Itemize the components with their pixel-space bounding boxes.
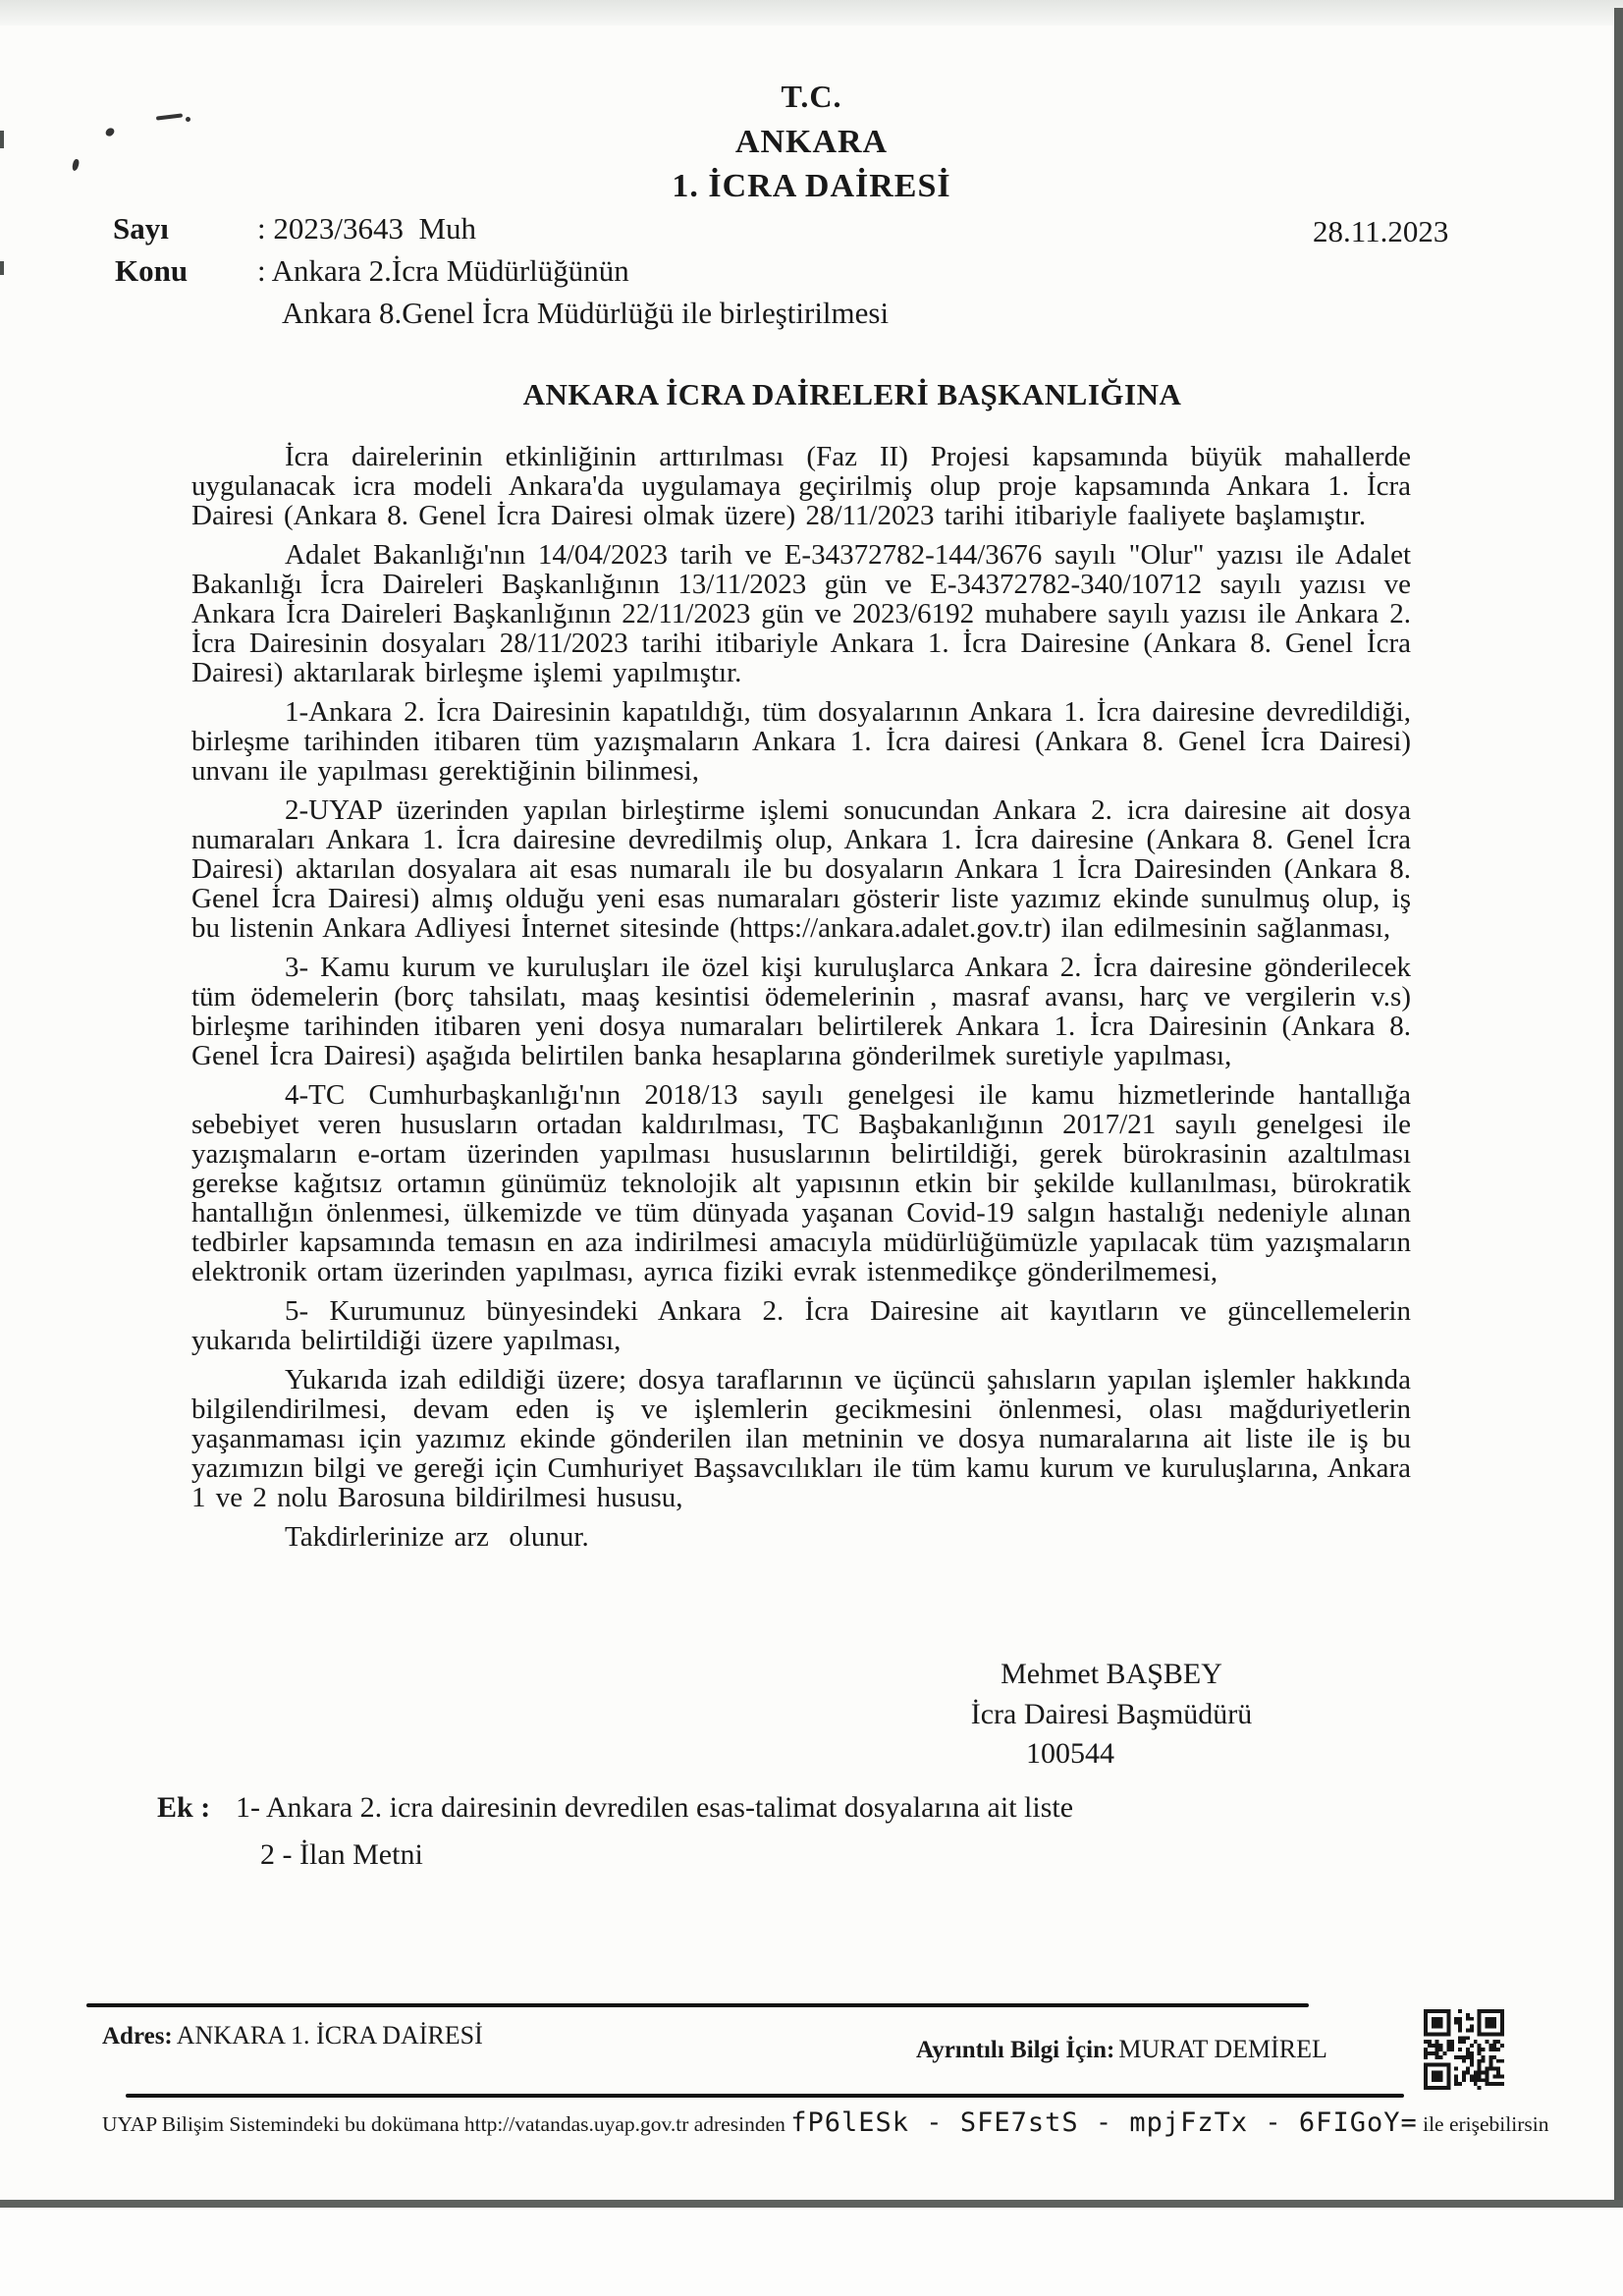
footer-divider: [86, 2003, 1309, 2007]
qr-code-icon: [1424, 2009, 1504, 2090]
numbered-item-1: 1-Ankara 2. İcra Dairesinin kapatıldığı, tüm dosyalarının Ankara 1. İcra dairesine devredildiği, birleşme tarihinden itibaren tüm yazışmaların Ankara 1. İcra dairesi (Ankara 8. Genel İcra Dairesi) unvanı ile yapılması gerektiğinin bilinmesi,: [191, 696, 1411, 787]
closing-line: Takdirlerinize arz olunur.: [285, 1521, 589, 1553]
uyap-verification-code: fP6lESk - SFE7stS - mpjFzTx - 6FIGoY=: [790, 2107, 1418, 2138]
scan-right-edge: [1614, 8, 1623, 2210]
scan-top-edge: [0, 0, 1623, 26]
uyap-prefix: UYAP Bilişim Sistemindeki bu dokümana http://vatandas.uyap.gov.tr adresinden: [102, 2112, 785, 2136]
paragraph: İcra dairelerinin etkinliğinin arttırılması (Faz II) Projesi kapsamında büyük mahallerde uygulanacak icra modeli Ankara'da uygulamaya geçirilmiş olup proje kapsamında Ankara 1. İcra Dairesi (Ankara 8. Genel İcra Dairesi olmak üzere) 28/11/2023 tarihi itibariyle faaliyete başlamıştır.: [191, 441, 1411, 531]
contact-label: Ayrıntılı Bilgi İçin:: [916, 2037, 1115, 2063]
sayi-value: : 2023/3643 Muh: [257, 211, 477, 246]
scan-bottom-edge: [0, 2200, 1623, 2208]
footer-contact: [916, 2035, 1327, 2064]
signatory-registry-number: 100544: [1026, 1737, 1114, 1770]
konu-label: Konu: [115, 253, 189, 288]
attachments-label: Ek :: [157, 1791, 211, 1824]
konu-value-line2: Ankara 8.Genel İcra Müdürlüğü ile birleştirilmesi: [282, 296, 890, 330]
sayi-label: Sayı: [113, 211, 169, 246]
scan-platen-area: [0, 2208, 1623, 2296]
scan-left-smudge: [0, 261, 4, 275]
signatory-name: Mehmet BAŞBEY: [1001, 1658, 1222, 1690]
addressee-title: ANKARA İCRA DAİRELERİ BAŞKANLIĞINA: [522, 377, 1182, 411]
footer-divider: [126, 2094, 1404, 2098]
signatory-title: İcra Dairesi Başmüdürü: [970, 1698, 1253, 1730]
uyap-suffix: ile erişebilirsin: [1423, 2112, 1549, 2136]
uyap-verification-line: [102, 2107, 1548, 2138]
konu-value: : Ankara 2.İcra Müdürlüğünün: [257, 253, 629, 288]
document-date: 28.11.2023: [1313, 214, 1449, 248]
numbered-item-4: 4-TC Cumhurbaşkanlığı'nın 2018/13 sayılı genelgesi ile kamu hizmetlerinde hantallığa sebebiyet veren hususların ortadan kaldırılması, TC Başbakanlığının 2017/21 sayılı genelgesi ile yazışmaların e-ortam üzerinden yapılması hususlarının belirtildiği, gerek bürokrasinin azaltılması gerekse kağıtsız ortamın günümüz teknolojik alt yapısının etkin bir şekilde kullanılması, bürokratik hantallığın önlenmesi, ülkemizde ve tüm dünyada yaşanan Covid-19 salgın hastalığı nedeniyle alınan tedbirler kapsamında temasın en aza indirilmesi amacıyla müdürlüğümüzle yapılacak tüm yazışmaların elektronik ortam üzerinden yapılması, ayrıca fiziki evrak istenmedikçe gönderilmemesi,: [191, 1079, 1411, 1287]
paragraph: Adalet Bakanlığı'nın 14/04/2023 tarih ve E-34372782-144/3676 sayılı "Olur" yazısı ile Adalet Bakanlığı İcra Daireleri Başkanlığının 13/11/2023 gün ve E-34372782-340/10712 sayılı yazısı ve Ankara İcra Daireleri Başkanlığının 22/11/2023 gün ve 2023/6192 muhabere sayılı yazısı ile Ankara 2. İcra Dairesinin dosyaları 28/11/2023 tarihi itibariyle Ankara 1. İcra Dairesine (Ankara 8. Genel İcra Dairesi) aktarılarak birleşme işlemi yapılmıştır.: [191, 539, 1411, 688]
numbered-item-5: 5- Kurumunuz bünyesindeki Ankara 2. İcra Dairesine ait kayıtların ve güncellemelerin yukarıda belirtildiği üzere yapılması,: [191, 1295, 1411, 1356]
letterhead-country: T.C.: [781, 79, 842, 114]
numbered-item-2: 2-UYAP üzerinden yapılan birleştirme işlemi sonucundan Ankara 2. icra dairesine ait dosya numaraları Ankara 1. İcra dairesine devredilmiş olup, Ankara 1. İcra dairesine (Ankara 8. Genel İcra Dairesi) aktarılan dosyalara ait esas numaralı ile bu dosyaların Ankara 1 İcra Dairesinden (Ankara 8. Genel İcra Dairesi) almış olduğu yeni esas numaraları gösterir liste yazımız ekinde sunulmuş olup, iş bu listenin Ankara Adliyesi İnternet sitesinde (https://ankara.adalet.gov.tr) ilan edilmesinin sağlanması,: [191, 794, 1411, 944]
address-label: Adres:: [102, 2023, 173, 2050]
attachment-item: 1- Ankara 2. icra dairesinin devredilen esas-talimat dosyalarına ait liste: [236, 1791, 1074, 1824]
letterhead-office: 1. İCRA DAİRESİ: [672, 168, 951, 204]
address-value: ANKARA 1. İCRA DAİRESİ: [176, 2021, 483, 2050]
letter-body: [191, 442, 1411, 1561]
closing-request-paragraph: Yukarıda izah edildiği üzere; dosya taraflarının ve üçüncü şahısların yapılan işlemler hakkında bilgilendirilmesi, devam eden iş ve işlemlerin gecikmesini önlenmesi, olası mağduriyetlerin yaşanmaması için yazımız ekinde gönderilen ilan metninin ve dosya numaralarına ait liste ile iş bu yazımızın bilgi ve gereği için Cumhuriyet Başsavcılıkları ile tüm kamu kurum ve kuruluşlarına, Ankara 1 ve 2 nolu Barosuna bildirilmesi hususu,: [191, 1364, 1411, 1513]
attachment-item: 2 - İlan Metni: [260, 1838, 423, 1871]
letterhead-city: ANKARA: [734, 124, 889, 160]
numbered-item-3: 3- Kamu kurum ve kuruluşları ile özel kişi kuruluşlarca Ankara 2. İcra dairesine gönderilecek tüm ödemelerin (borç tahsilatı, maaş kesintisi ödemelerinin , masraf avansı, harç ve vergilerin v.s) birleşme tarihinden itibaren yeni dosya numaraları belirtilerek Ankara 1. İcra Dairesinin (Ankara 8. Genel İcra Dairesi) aşağıda belirtilen banka hesaplarına gönderilmek suretiyle yapılması,: [191, 952, 1411, 1071]
pen-mark: [186, 117, 190, 122]
footer-address: [102, 2021, 483, 2050]
contact-value: MURAT DEMİREL: [1118, 2035, 1327, 2063]
